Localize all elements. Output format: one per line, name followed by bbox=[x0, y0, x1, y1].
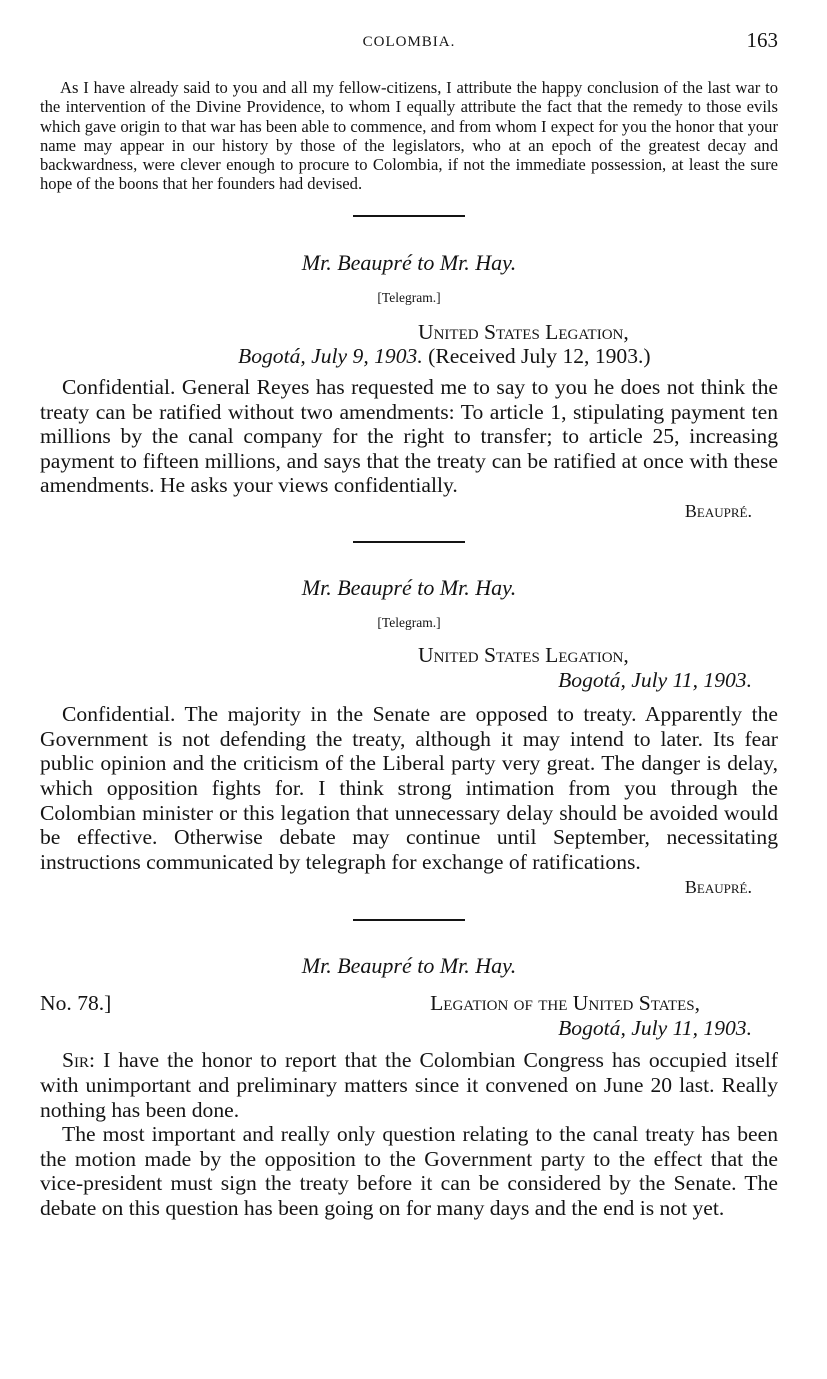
dispatch-number: No. 78.] bbox=[40, 991, 112, 1016]
telegram-section-2 bbox=[40, 541, 778, 898]
dispatch-paragraph-1 bbox=[40, 1048, 778, 1122]
place-date-line bbox=[40, 344, 778, 369]
section-heading: Mr. Beaupré to Mr. Hay. bbox=[301, 574, 517, 600]
signature: Beaupré. bbox=[684, 877, 752, 898]
telegram-tag: [Telegram.] bbox=[377, 289, 441, 305]
legation-address: Legation of the United States, bbox=[430, 991, 700, 1016]
legation-address: United States Legation, bbox=[418, 642, 629, 667]
running-head bbox=[40, 28, 778, 58]
received-date: (Received July 12, 1903.) bbox=[428, 344, 651, 369]
section-heading: Mr. Beaupré to Mr. Hay. bbox=[301, 249, 517, 275]
telegram-section-1 bbox=[40, 215, 778, 522]
salutation: Sir: bbox=[62, 1048, 96, 1073]
page-number: 163 bbox=[746, 28, 778, 52]
dispatch-paragraph-2: The most important and really only question relating to the canal treaty has been the motion made by the opposition to the Government party to the effect that the vice-president must sign the treaty before it can be considered by the Senate. The debate on this question has been going on for many days and the end is not yet. bbox=[40, 1122, 778, 1221]
telegram-tag: [Telegram.] bbox=[377, 614, 441, 630]
section-heading: Mr. Beaupré to Mr. Hay. bbox=[301, 953, 517, 979]
paragraph-1-text: I have the honor to report that the Colombian Congress has occupied itself with unimportant and preliminary matters since it convened on June 20 last. Really nothing has been done. bbox=[40, 1048, 778, 1122]
telegram-body: Confidential. The majority in the Senate are opposed to treaty. Apparently the Government is not defending the treaty, although it may intend to later. Its fear public opinion and the criticism of the Liberal party very great. The danger is delay, which opposition fights for. I think strong intimation from you through the Colombian minister or this legation that unnecessary delay should be avoided would be effective. Otherwise debate may continue until September, necessitating instructions communicated by telegraph for exchange of ratifications. bbox=[40, 702, 778, 874]
intro-paragraph: As I have already said to you and all my fellow-citizens, I attribute the happy conclusion of the last war to the intervention of the Divine Providence, to whom I equally attribute the fact that the remedy to those evils which gave origin to that war has been able to commence, and from whom I expect for you the honor that your name may appear in our history by those of the legislators, who at an epoch of the greatest decay and backwardness, were clever enough to procure to Colombia, if not the immediate possession, at least the sure hope of the boons that her founders had devised. bbox=[40, 78, 778, 194]
section-divider bbox=[353, 541, 465, 543]
dispatch-section bbox=[40, 919, 778, 1220]
place-date: Bogotá, July 11, 1903. bbox=[558, 667, 752, 692]
place-date: Bogotá, July 11, 1903. bbox=[558, 1015, 752, 1040]
section-divider bbox=[353, 215, 465, 217]
place-date: Bogotá, July 9, 1903. bbox=[238, 344, 423, 369]
telegram-body: Confidential. General Reyes has requested me to say to you he does not think the treaty can be ratified without two amendments: To article 1, stipulating payment ten millions by the canal company for the right to transfer; to article 25, increasing payment to fifteen millions, and says that the treaty can be ratified at once with these amendments. He asks your views confidentially. bbox=[40, 374, 778, 498]
section-divider bbox=[353, 919, 465, 921]
legation-address: United States Legation, bbox=[418, 319, 629, 344]
signature: Beaupré. bbox=[684, 500, 752, 521]
dispatch-address-row bbox=[40, 991, 778, 1016]
running-head-title: COLOMBIA. bbox=[362, 34, 456, 50]
document-page bbox=[40, 28, 778, 1221]
